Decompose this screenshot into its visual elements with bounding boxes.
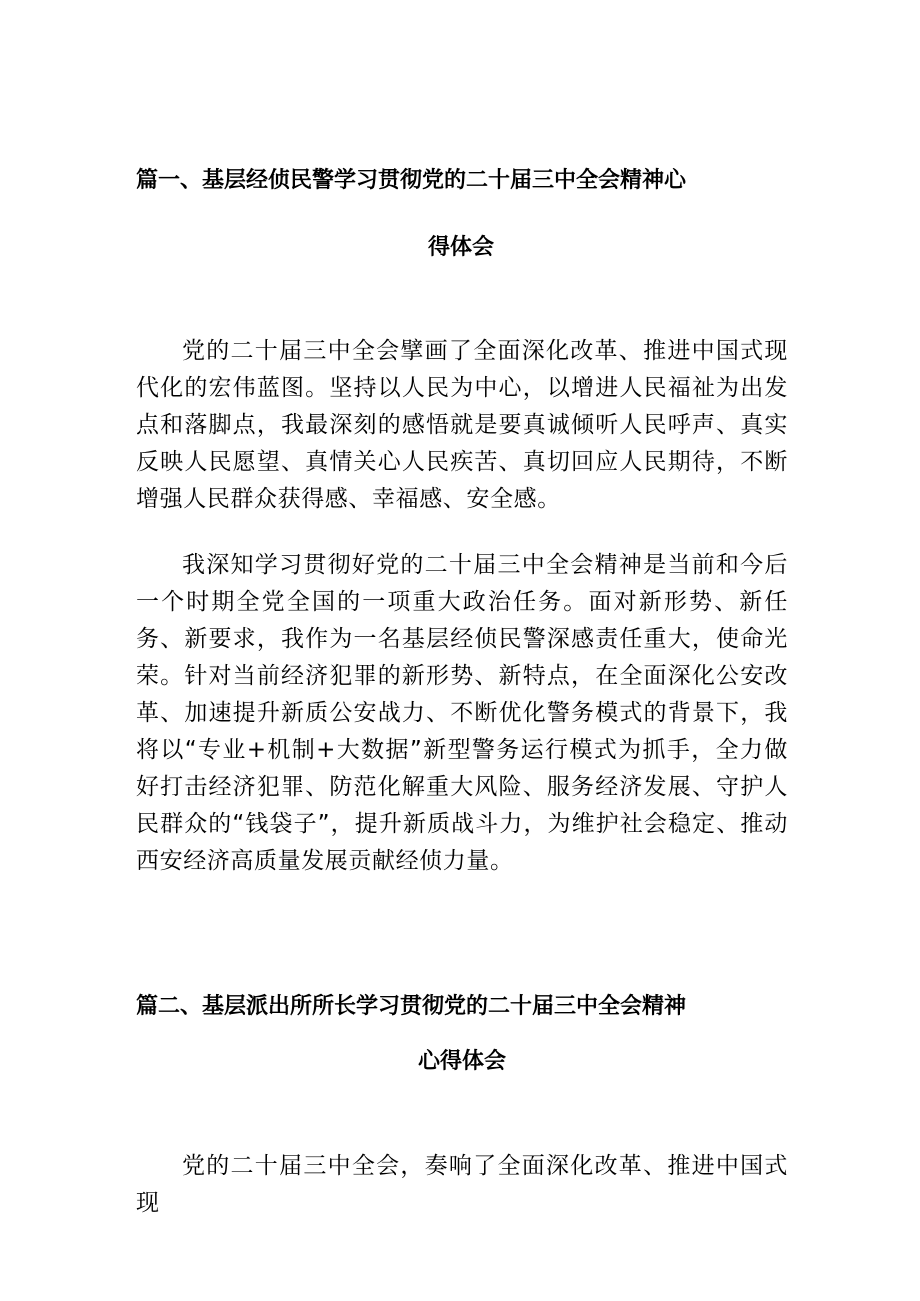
section-1-title-line-1: 篇一、基层经侦民警学习贯彻党的二十届三中全会精神心 bbox=[136, 168, 687, 193]
section-1-paragraph-2: 我深知学习贯彻好党的二十届三中全会精神是当前和今后一个时期全党全国的一项重大政治任务。面对新形势、新任务、新要求，我作为一名基层经侦民警深感责任重大，使命光荣。针对当前经济犯罪的新形势、新特点，在全面深化公安改革、加速提升新质公安战力、不断优化警务模式的背景下，我将以“专业+机制+大数据”新型警务运行模式为抓手，全力做好打击经济犯罪、防范化解重大风险、服务经济发展、守护人民群众的“钱袋子”，提升新质战斗力，为维护社会稳定、推动西安经济高质量发展贡献经侦力量。 bbox=[136, 552, 788, 874]
section-2-title-line-2: 心得体会 bbox=[418, 1049, 507, 1074]
section-2-title-line-1: 篇二、基层派出所所长学习贯彻党的二十届三中全会精神 bbox=[136, 994, 687, 1019]
section-1-title-line-2: 得体会 bbox=[428, 235, 495, 260]
section-2-paragraph-1: 党的二十届三中全会，奏响了全面深化改革、推进中国式现 bbox=[136, 1153, 788, 1216]
section-1-paragraph-1: 党的二十届三中全会擘画了全面深化改革、推进中国式现代化的宏伟蓝图。坚持以人民为中心，以增进人民福祉为出发点和落脚点，我最深刻的感悟就是要真诚倾听人民呼声、真实反映人民愿望、真情关心人民疾苦、真切回应人民期待，不断增强人民群众获得感、幸福感、安全感。 bbox=[136, 338, 788, 512]
